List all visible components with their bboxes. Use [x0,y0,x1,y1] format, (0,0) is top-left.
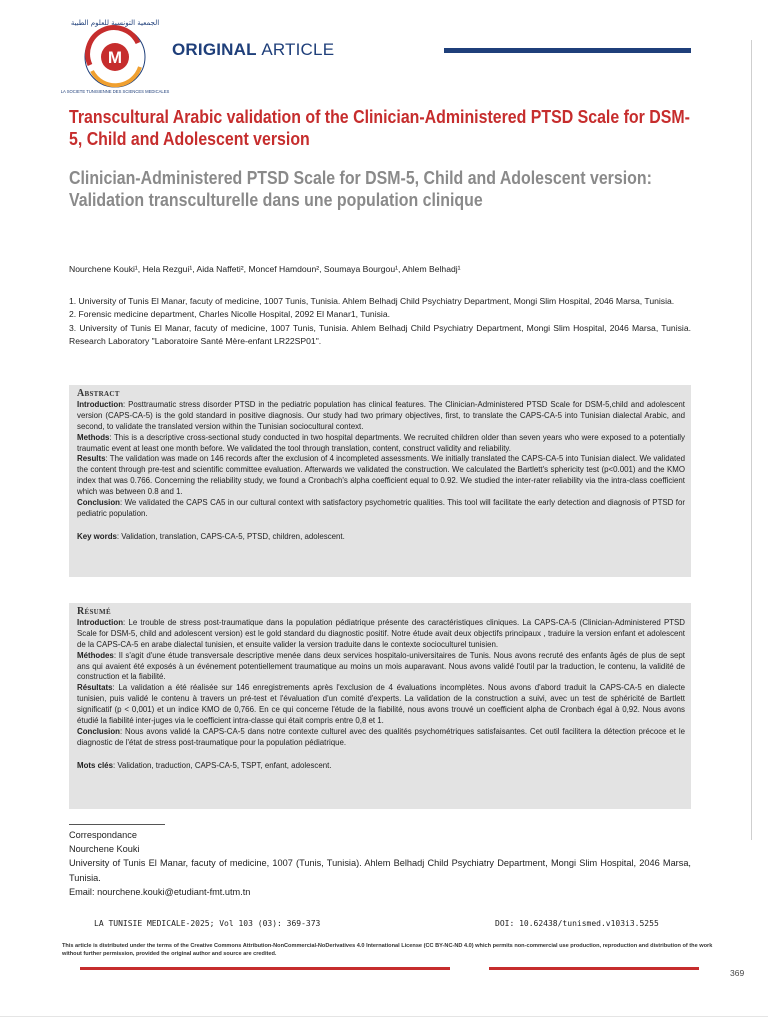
abstract-keywords: Key words: Validation, translation, CAPS-CA-5, PTSD, children, adolescent. [77,531,345,541]
logo-letter: M [107,48,123,67]
correspondence-block [69,828,691,899]
article-type-label [172,40,334,60]
license-notice: This article is distributed under the terms of the Creative Commons Attribution-NonCommercial-NoDerivatives 4.0 International License (CC BY-NC-ND 4.0) which permits non-commercial use production, reproduction and distribution of the work without further permission, provided the original author and source are credited. [62,943,713,958]
article-title: Transcultural Arabic validation of the Clinician-Administered PTSD Scale for DSM-5, Child and Adolescent version [69,106,690,149]
footer-accent-bar-right [489,967,699,970]
journal-citation: LA TUNISIE MEDICALE-2025; Vol 103 (03): 369-373 [94,919,321,928]
correspondence-name: Nourchene Kouki [69,844,140,855]
affiliation-3: 3. University of Tunis El Manar, facuty of medicine, 1007 Tunis, Tunisia. Ahlem Belhadj Child Psychiatry Department, Mongi Slim Hospital, 2046 Marsa, Tunisia. Research Laboratory "Laboratoire Santé Mère-enfant LR22SP01". [69,322,691,347]
affiliation-1: 1. University of Tunis El Manar, facuty of medicine, 1007 Tunis, Tunisia. Ahlem Belhadj Child Psychiatry Department, Mongi Slim Hospital, 2046 Marsa, Tunisia. [69,296,675,306]
correspondence-label: Correspondance [69,830,137,840]
abstract-results: Results: The validation was made on 146 records after the exclusion of 4 incompleted assessments. We initially translated the CAPS-CA-5 into Tunisian dialect. We validated the content through pre-test and scientific committee evaluation. Afterwards we validated the construction. We calculated the Bartlett's sphericity test (p<0.001) and the KMO index that was 0.766. Concerning the reliability study, we found a Cronbach's alpha coefficient equal to 0.92. We studied the inter-rater reliability via the intra-class coefficient which was between 0.8 and 1. [77,454,685,497]
header-accent-bar [444,48,691,53]
affiliations [69,295,691,349]
resume-heading: Résumé [77,606,111,617]
correspondence-email[interactable]: Email: nourchene.kouki@etudiant-fmt.utm.tn [69,886,251,897]
society-logo [60,17,170,95]
page-number: 369 [730,968,745,978]
abstract-heading: Abstract [77,388,120,399]
article-title-french: Clinician-Administered PTSD Scale for DSM-5, Child and Adolescent version: Validation transculturelle dans une population clinique [69,167,652,210]
abstract-conclusion: Conclusion: We validated the CAPS CA5 in our cultural context with satisfactory psychometric qualities. This tool will facilitate the early detection and diagnosis of PTSD for pediatric population. [77,498,685,518]
resume-conclusion: Conclusion: Nous avons validé la CAPS-CA-5 dans notre contexte culturel avec des qualités psychométriques satisfaisantes. Cet outil facilitera la détection précoce et le diagnostic de l'état de stress post-traumatique pour la population pédiatrique. [77,726,685,747]
resume-box [69,603,691,809]
resume-keywords: Mots clés: Validation, traduction, CAPS-CA-5, TSPT, enfant, adolescent. [77,760,332,770]
label-article: ARTICLE [261,40,335,59]
logo-arabic-text: الجمعية التونسية للعلوم الطبية [70,19,160,27]
page-margin-line [751,40,752,840]
author-list: Nourchene Kouki¹, Hela Rezgui¹, Aida Naffeti², Moncef Hamdoun², Soumaya Bourgou¹, Ahlem Belhadj¹ [69,264,461,274]
resume-introduction: Introduction: Le trouble de stress post-traumatique dans la population pédiatrique présente des caractéristiques cliniques. La CAPS-CA-5 (Clinician-Administered PTSD Scale for DSM-5, child and adolescent version) est le gold standard du diagnostic positif. Notre étude avait deux objectifs principaux , traduire la version enfant et adolescent de la CAPS-CA-5 en arabe dialectal tunisien, et ensuite valider la version traduite dans le contexte socioculturel tunisien. [77,617,685,649]
abstract-introduction: Introduction: Posttraumatic stress disorder PTSD in the pediatric population has clinical features. The Clinician-Administered PTSD Scale for DSM-5,child and adolescent version (CAPS-CA-5) is the gold standard in positive diagnosis. Our study had two primary objectives, first, to translate the CAPS-CA-5 into Tunisian dialectal Arabic, and second, to validate the translated version within the Tunisian sociocultural context. [77,399,685,431]
affiliation-2: 2. Forensic medicine department, Charles Nicolle Hospital, 2092 El Manar1, Tunisia. [69,309,390,320]
resume-results: Résultats: La validation a été réalisée sur 146 enregistrements après l'exclusion de 4 évaluations incomplètes. Nous avons d'abord traduit la CAPS-CA-5 en dialecte tunisien, puis validé le contenu à travers un pré-test et l'évaluation d'un comité d'experts. La validation de la construction a suivi, avec un test de sphéricité de Bartlett significatif (p < 0,001) et un indice KMO de 0,766. En ce qui concerne l'étude de la fiabilité, nous avons trouvé un coefficient alpha de Cronbach égal à 0,92. Nous avons étudié la fiabilité inter-juges via le coefficient intra-classe qui était compris entre 0,8 et 1. [77,683,685,726]
logo-french-text: LA SOCIETE TUNISIENNE DES SCIENCES MEDICALES [60,89,170,94]
bottom-rule [0,1016,768,1017]
abstract-methods: Methods: This is a descriptive cross-sectional study conducted in two hospital departments. We recruited children older than seven years who were exposed to a potentially traumatic event at least one month before. We validated the tool through translation, content, construct validity and reliability. [77,432,685,453]
resume-methods: Méthodes: Il s'agit d'une étude transversale descriptive menée dans deux services hospitalo-universitaires de Tunis. Nous avons recruté des enfants âgés de plus de sept ans qui avaient été exposés à un événement potentiellement traumatique au moins un mois auparavant. Nous avons validé l'outil par la traduction, le contenu, la validité de construction et la fiabilité. [77,650,685,682]
correspondence-divider [69,824,165,825]
footer-accent-bar-left [80,967,450,970]
abstract-box [69,385,691,577]
doi-link[interactable]: DOI: 10.62438/tunismed.v103i3.5255 [495,919,659,928]
label-original: ORIGINAL [172,40,257,59]
correspondence-address: University of Tunis El Manar, facuty of medicine, 1007 (Tunis, Tunisia). Ahlem Belhadj Child Psychiatry Department, Mongi Slim Hospital, 2046 Marsa, Tunisia. [69,858,691,883]
